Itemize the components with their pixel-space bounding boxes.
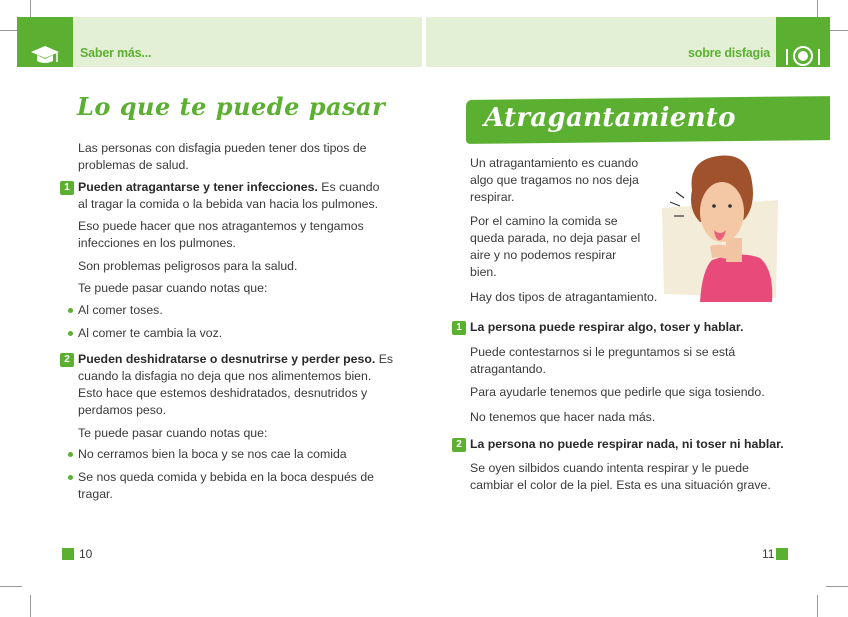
item-1-paragraph: Te puede pasar cuando notas que: xyxy=(78,281,268,295)
header-band-left xyxy=(17,17,422,67)
intro-paragraph: Las personas con disfagia pueden tener dos tipos de problemas de salud. xyxy=(78,141,367,172)
intro-paragraph: Un atragantamiento es cuando algo que tragamos no nos deja respirar. xyxy=(470,156,639,204)
intro-paragraph: Por el camino la comida se queda parada, no deja pasar el aire y no podemos respirar bien. xyxy=(470,214,641,279)
plate-cutlery-icon xyxy=(776,17,830,67)
crop-mark xyxy=(0,586,22,587)
number-badge: 2 xyxy=(60,353,74,367)
item-2-paragraph: Te puede pasar cuando notas que: xyxy=(78,426,268,440)
crop-mark xyxy=(30,595,31,617)
item-1-heading: Pueden atragantarse y tener infecciones. Es cuando al tragar la comida o la bebida van hacia los pulmones. xyxy=(78,180,380,211)
page-title: Lo que te puede pasar xyxy=(77,92,386,121)
page-number-marker xyxy=(776,548,788,560)
number-badge: 1 xyxy=(452,321,466,335)
page-number-marker xyxy=(62,548,74,560)
list-item: Se nos queda comida y bebida en la boca después de tragar. xyxy=(78,470,375,501)
bullet-dot xyxy=(68,308,73,313)
item-1-paragraph: Para ayudarle tenemos que pedirle que siga tosiendo. xyxy=(470,385,765,399)
item-1-paragraph: No tenemos que hacer nada más. xyxy=(470,410,656,424)
crop-mark xyxy=(817,595,818,617)
page-title: Atragantamiento xyxy=(484,103,736,133)
item-1-paragraph: Son problemas peligrosos para la salud. xyxy=(78,259,298,273)
graduation-cap-icon xyxy=(17,17,73,67)
item-1-paragraph: Puede contestarnos si le preguntamos si se está atragantando. xyxy=(470,345,736,376)
item-2-paragraph: Se oyen silbidos cuando intenta respirar y le puede cambiar el color de la piel. Esta es una situación grave. xyxy=(470,461,771,492)
bullet-dot xyxy=(68,475,73,480)
list-item: No cerramos bien la boca y se nos cae la comida xyxy=(78,447,347,461)
intro-paragraph: Hay dos tipos de atragantamiento. xyxy=(470,290,658,304)
number-badge: 1 xyxy=(60,181,74,195)
bullet-dot xyxy=(68,452,73,457)
number-badge: 2 xyxy=(452,438,466,452)
list-item: Al comer te cambia la voz. xyxy=(78,326,223,340)
crop-mark xyxy=(826,586,848,587)
page-number: 11 xyxy=(762,547,775,561)
item-2-heading: Pueden deshidratarse o desnutrirse y perder peso. Es cuando la disfagia no deja que nos alimentemos bien. Esto hace que estemos deshidratados, desnutridos y perdamos peso. xyxy=(78,352,394,417)
choking-person-illustration xyxy=(660,150,780,302)
header-right-text: sobre disfagia xyxy=(688,46,770,60)
bullet-dot xyxy=(68,331,73,336)
item-1-paragraph: Eso puede hacer que nos atragantemos y tengamos infecciones en los pulmones. xyxy=(78,219,364,250)
list-item: Al comer toses. xyxy=(78,303,163,317)
header-left-text: Saber más... xyxy=(80,46,152,60)
item-1-heading: La persona puede respirar algo, toser y hablar. xyxy=(470,320,744,334)
item-2-heading: La persona no puede respirar nada, ni toser ni hablar. xyxy=(470,437,784,451)
page-number: 10 xyxy=(79,547,93,561)
